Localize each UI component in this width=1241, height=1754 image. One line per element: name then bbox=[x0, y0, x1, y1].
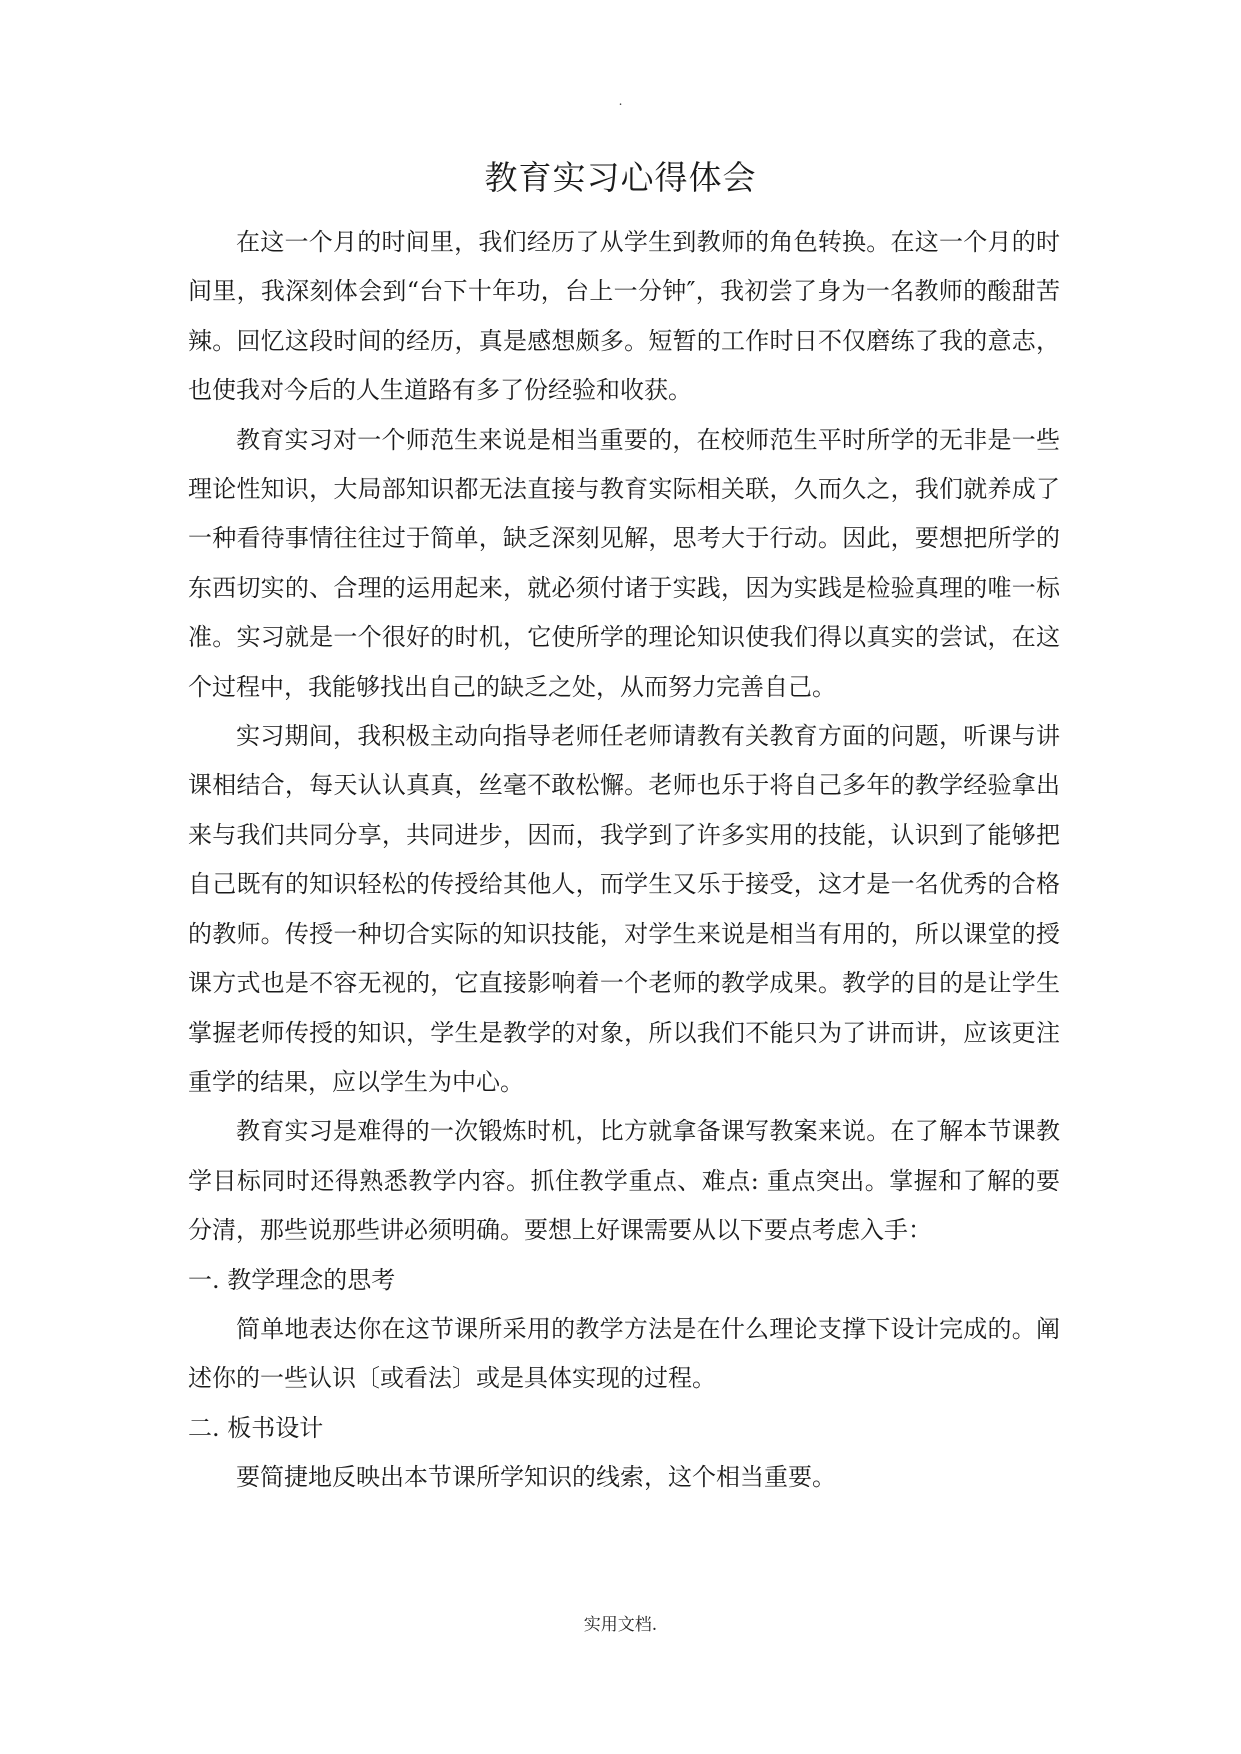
header-mark: . bbox=[618, 94, 623, 108]
page-title: 教育实习心得体会 bbox=[484, 158, 757, 197]
document-body bbox=[188, 218, 1060, 1503]
paragraph-1: 在这一个月的时间里，我们经历了从学生到教师的角色转换。在这一个月的时间里，我深刻体会到“台下十年功，台上一分钟″，我初尝了身为一名教师的酸甜苦辣。回忆这段时间的经历，真是感想颇多。短暂的工作时日不仅磨练了我的意志，也使我对今后的人生道路有多了份经验和收获。 bbox=[188, 228, 1060, 405]
footer-text: 实用文档. bbox=[583, 1615, 658, 1635]
section-body-1: 简单地表达你在这节课所采用的教学方法是在什么理论支撑下设计完成的。阐述你的一些认识〔或看法〕或是具体实现的过程。 bbox=[188, 1314, 1060, 1393]
section-body-2: 要简捷地反映出本节课所学知识的线索，这个相当重要。 bbox=[236, 1463, 836, 1492]
section-heading-2: 二. 板书设计 bbox=[188, 1413, 324, 1442]
paragraph-2: 教育实习对一个师范生来说是相当重要的，在校师范生平时所学的无非是一些理论性知识，大局部知识都无法直接与教育实际相关联，久而久之，我们就养成了一种看待事情往往过于简单，缺乏深刻见解，思考大于行动。因此，要想把所学的东西切实的、合理的运用起来，就必须付诸于实践，因为实践是检验真理的唯一标准。实习就是一个很好的时机，它使所学的理论知识使我们得以真实的尝试，在这个过程中，我能够找出自己的缺乏之处，从而努力完善自己。 bbox=[188, 425, 1060, 701]
paragraph-3: 实习期间，我积极主动向指导老师任老师请教有关教育方面的问题，听课与讲课相结合，每天认认真真，丝毫不敢松懈。老师也乐于将自己多年的教学经验拿出来与我们共同分享，共同进步，因而，我学到了许多实用的技能，认识到了能够把自己既有的知识轻松的传授给其他人，而学生又乐于接受，这才是一名优秀的合格的教师。传授一种切合实际的知识技能，对学生来说是相当有用的，所以课堂的授课方式也是不容无视的，它直接影响着一个老师的教学成果。教学的目的是让学生掌握老师传授的知识，学生是教学的对象，所以我们不能只为了讲而讲，应该更注重学的结果，应以学生为中心。 bbox=[188, 722, 1060, 1096]
section-heading-1: 一. 教学理念的思考 bbox=[188, 1265, 396, 1294]
paragraph-4: 教育实习是难得的一次锻炼时机，比方就拿备课写教案来说。在了解本节课教学目标同时还得熟悉教学内容。抓住教学重点、难点: 重点突出。掌握和了解的要分清，那些说那些讲必须明确。要想上好课需要从以下要点考虑入手： bbox=[188, 1117, 1060, 1245]
